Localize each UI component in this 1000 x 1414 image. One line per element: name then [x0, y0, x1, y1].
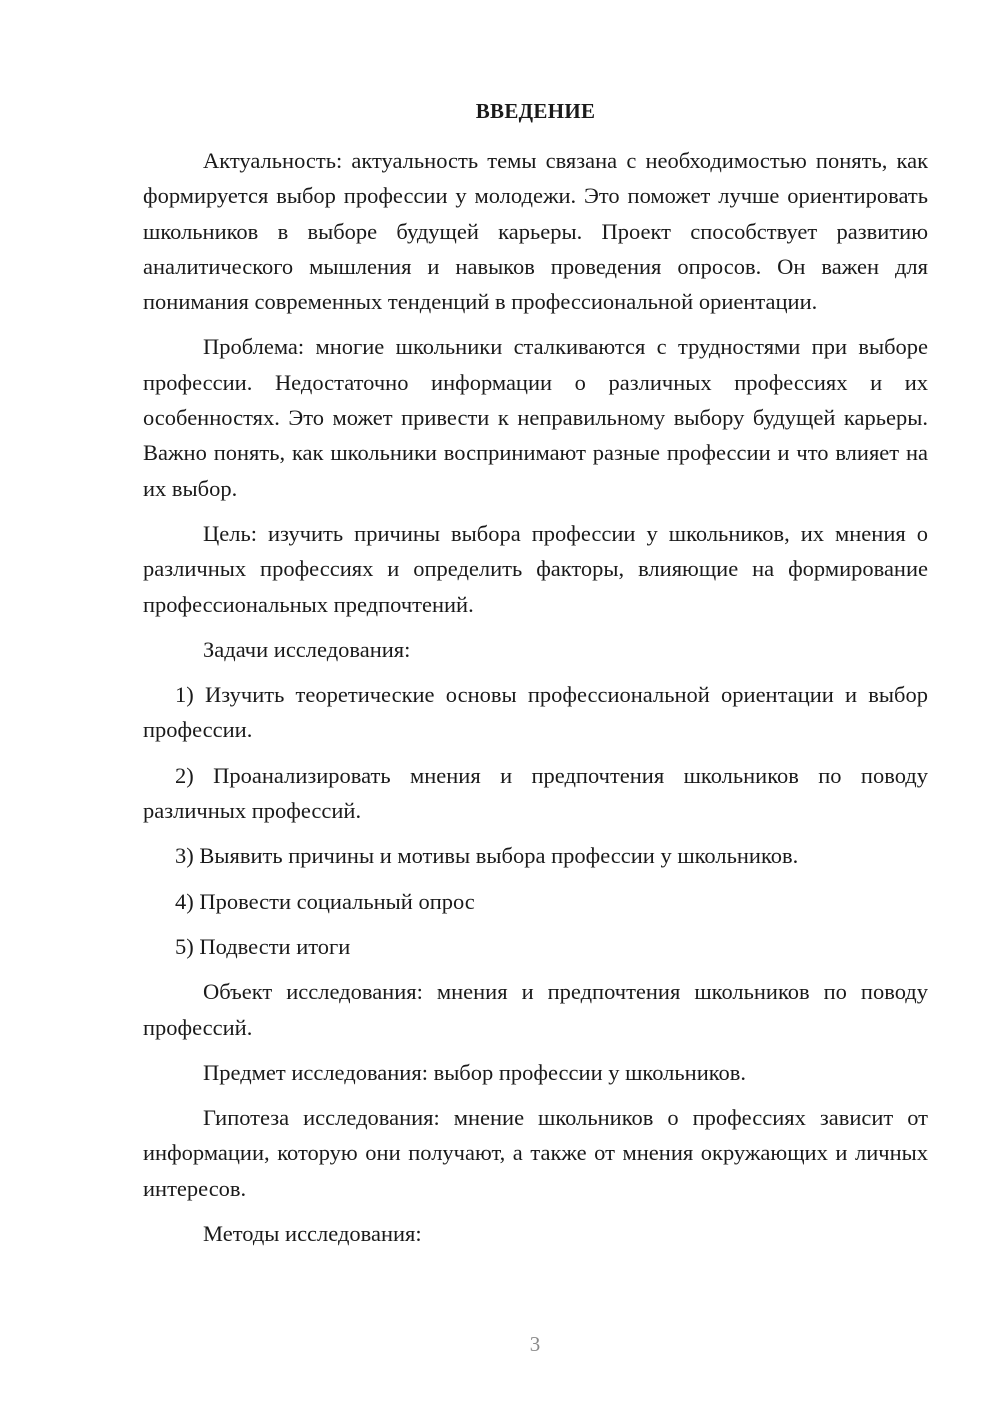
page-number: 3 — [529, 1332, 541, 1356]
task-item-3: 3) Выявить причины и мотивы выбора профессии у школьников. — [175, 843, 799, 869]
paragraph-relevance: Актуальность: актуальность темы связана с необходимостью понять, как формируется выбор профессии у молодежи. Это поможет лучше ориентировать школьников в выборе будущей карьеры. Проект способствует развитию аналитического мышления и навыков проведения опросов. Он важен для понимания современных тенденций в профессиональной ориентации. — [143, 148, 928, 315]
document-body — [143, 143, 928, 1251]
paragraph-object: Объект исследования: мнения и предпочтения школьников по поводу профессий. — [143, 979, 928, 1040]
paragraph-goal: Цель: изучить причины выбора профессии у школьников, их мнения о различных профессиях и определить факторы, влияющие на формирование профессиональных предпочтений. — [143, 520, 928, 617]
task-item-2: 2) Проанализировать мнения и предпочтения школьников по поводу различных профессий. — [143, 762, 928, 824]
paragraph-methods: Методы исследования: — [203, 1221, 422, 1247]
paragraph-problem: Проблема: многие школьники сталкиваются с трудностями при выборе профессии. Недостаточно информации о различных профессиях и их особенностях. Это может привести к неправильному выбору будущей карьеры. Важно понять, как школьники воспринимают разные профессии и что влияет на их выбор. — [143, 334, 928, 501]
page-title: ВВЕДЕНИЕ — [475, 99, 596, 123]
paragraph-hypothesis: Гипотеза исследования: мнение школьников о профессиях зависит от информации, которую они получают, а также от мнения окружающих и личных интересов. — [143, 1105, 928, 1201]
paragraph-subject: Предмет исследования: выбор профессии у школьников. — [203, 1059, 747, 1085]
task-item-1: 1) Изучить теоретические основы профессиональной ориентации и выбор профессии. — [143, 682, 928, 743]
paragraph-tasks-heading: Задачи исследования: — [203, 636, 411, 662]
task-item-5: 5) Подвести итоги — [175, 933, 351, 959]
task-item-4: 4) Провести социальный опрос — [175, 888, 475, 914]
